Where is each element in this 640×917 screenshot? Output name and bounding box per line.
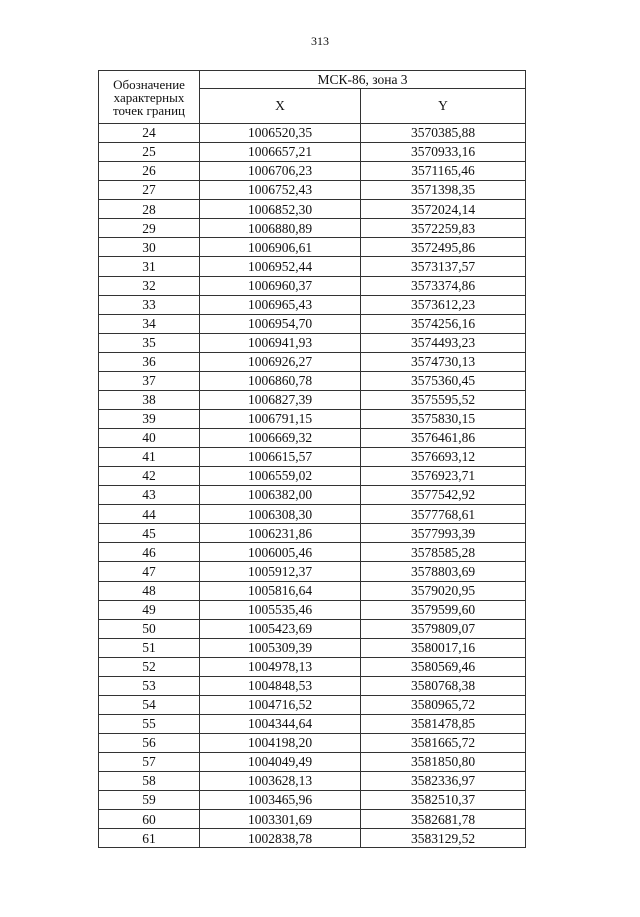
y-coordinate-cell: 3578803,69 <box>361 562 526 581</box>
point-number-cell: 39 <box>99 409 200 428</box>
table-row <box>99 295 526 314</box>
x-coordinate-cell: 1004198,20 <box>200 734 361 753</box>
y-coordinate-cell: 3582336,97 <box>361 772 526 791</box>
y-coordinate-cell: 3577993,39 <box>361 524 526 543</box>
point-number-cell: 59 <box>99 791 200 810</box>
x-coordinate-cell: 1006791,15 <box>200 409 361 428</box>
x-coordinate-cell: 1006952,44 <box>200 257 361 276</box>
x-coordinate-cell: 1005535,46 <box>200 600 361 619</box>
point-number-cell: 34 <box>99 314 200 333</box>
x-coordinate-cell: 1003465,96 <box>200 791 361 810</box>
x-coordinate-cell: 1006852,30 <box>200 200 361 219</box>
table-row <box>99 543 526 562</box>
point-number-cell: 52 <box>99 657 200 676</box>
table-row <box>99 467 526 486</box>
x-coordinate-cell: 1004344,64 <box>200 714 361 733</box>
y-coordinate-cell: 3572495,86 <box>361 238 526 257</box>
point-number-cell: 41 <box>99 448 200 467</box>
y-coordinate-cell: 3571165,46 <box>361 162 526 181</box>
y-coordinate-cell: 3577542,92 <box>361 486 526 505</box>
point-number-cell: 44 <box>99 505 200 524</box>
table-row <box>99 638 526 657</box>
point-number-cell: 53 <box>99 676 200 695</box>
y-coordinate-cell: 3571398,35 <box>361 181 526 200</box>
x-coordinate-cell: 1005309,39 <box>200 638 361 657</box>
y-coordinate-cell: 3581665,72 <box>361 734 526 753</box>
y-coordinate-cell: 3575595,52 <box>361 390 526 409</box>
point-number-cell: 27 <box>99 181 200 200</box>
x-coordinate-cell: 1006941,93 <box>200 333 361 352</box>
point-number-cell: 58 <box>99 772 200 791</box>
y-coordinate-cell: 3574493,23 <box>361 333 526 352</box>
point-number-cell: 28 <box>99 200 200 219</box>
table-row <box>99 753 526 772</box>
table-row <box>99 314 526 333</box>
table-row <box>99 219 526 238</box>
table-row <box>99 562 526 581</box>
table-row <box>99 409 526 428</box>
table-row <box>99 619 526 638</box>
table-row <box>99 734 526 753</box>
point-number-cell: 47 <box>99 562 200 581</box>
table-row <box>99 581 526 600</box>
designation-header: Обозначение характерных точек границ <box>99 71 200 124</box>
point-number-cell: 24 <box>99 124 200 143</box>
y-coordinate-cell: 3579599,60 <box>361 600 526 619</box>
point-number-cell: 60 <box>99 810 200 829</box>
x-coordinate-cell: 1006860,78 <box>200 371 361 390</box>
point-number-cell: 29 <box>99 219 200 238</box>
y-coordinate-cell: 3573137,57 <box>361 257 526 276</box>
point-number-cell: 35 <box>99 333 200 352</box>
x-coordinate-cell: 1006615,57 <box>200 448 361 467</box>
point-number-cell: 46 <box>99 543 200 562</box>
x-coordinate-cell: 1002838,78 <box>200 829 361 848</box>
x-coordinate-cell: 1004049,49 <box>200 753 361 772</box>
table-row <box>99 695 526 714</box>
x-coordinate-cell: 1006706,23 <box>200 162 361 181</box>
table-row <box>99 162 526 181</box>
x-coordinate-cell: 1005423,69 <box>200 619 361 638</box>
x-coordinate-cell: 1004716,52 <box>200 695 361 714</box>
y-coordinate-cell: 3574730,13 <box>361 352 526 371</box>
point-number-cell: 43 <box>99 486 200 505</box>
coordinates-table <box>98 70 526 848</box>
table-row <box>99 486 526 505</box>
y-coordinate-cell: 3580768,38 <box>361 676 526 695</box>
table-row <box>99 829 526 848</box>
x-coordinate-cell: 1006005,46 <box>200 543 361 562</box>
x-coordinate-cell: 1006559,02 <box>200 467 361 486</box>
y-coordinate-cell: 3580965,72 <box>361 695 526 714</box>
table-header <box>99 71 526 124</box>
point-number-cell: 48 <box>99 581 200 600</box>
y-coordinate-cell: 3573612,23 <box>361 295 526 314</box>
x-coordinate-cell: 1006965,43 <box>200 295 361 314</box>
point-number-cell: 31 <box>99 257 200 276</box>
point-number-cell: 57 <box>99 753 200 772</box>
y-coordinate-cell: 3572259,83 <box>361 219 526 238</box>
y-coordinate-cell: 3570933,16 <box>361 143 526 162</box>
x-coordinate-cell: 1006827,39 <box>200 390 361 409</box>
y-coordinate-cell: 3581850,80 <box>361 753 526 772</box>
point-number-cell: 50 <box>99 619 200 638</box>
y-coordinate-cell: 3576923,71 <box>361 467 526 486</box>
point-number-cell: 54 <box>99 695 200 714</box>
y-column-header: Y <box>361 89 526 124</box>
table-row <box>99 657 526 676</box>
y-coordinate-cell: 3576461,86 <box>361 429 526 448</box>
coordinate-system-header: МСК-86, зона 3 <box>200 71 526 89</box>
point-number-cell: 55 <box>99 714 200 733</box>
y-coordinate-cell: 3579809,07 <box>361 619 526 638</box>
point-number-cell: 40 <box>99 429 200 448</box>
x-coordinate-cell: 1003301,69 <box>200 810 361 829</box>
y-coordinate-cell: 3581478,85 <box>361 714 526 733</box>
y-coordinate-cell: 3579020,95 <box>361 581 526 600</box>
x-coordinate-cell: 1003628,13 <box>200 772 361 791</box>
x-coordinate-cell: 1006926,27 <box>200 352 361 371</box>
x-coordinate-cell: 1006669,32 <box>200 429 361 448</box>
point-number-cell: 42 <box>99 467 200 486</box>
y-coordinate-cell: 3576693,12 <box>361 448 526 467</box>
table-row <box>99 429 526 448</box>
x-coordinate-cell: 1005912,37 <box>200 562 361 581</box>
table-row <box>99 276 526 295</box>
point-number-cell: 33 <box>99 295 200 314</box>
y-coordinate-cell: 3582681,78 <box>361 810 526 829</box>
point-number-cell: 51 <box>99 638 200 657</box>
table-row <box>99 448 526 467</box>
point-number-cell: 38 <box>99 390 200 409</box>
table-row <box>99 505 526 524</box>
x-coordinate-cell: 1004978,13 <box>200 657 361 676</box>
point-number-cell: 32 <box>99 276 200 295</box>
point-number-cell: 26 <box>99 162 200 181</box>
point-number-cell: 30 <box>99 238 200 257</box>
x-coordinate-cell: 1006382,00 <box>200 486 361 505</box>
x-coordinate-cell: 1006954,70 <box>200 314 361 333</box>
y-coordinate-cell: 3577768,61 <box>361 505 526 524</box>
x-coordinate-cell: 1006880,89 <box>200 219 361 238</box>
y-coordinate-cell: 3575830,15 <box>361 409 526 428</box>
x-coordinate-cell: 1006520,35 <box>200 124 361 143</box>
table-row <box>99 257 526 276</box>
y-coordinate-cell: 3578585,28 <box>361 543 526 562</box>
page-number: 313 <box>311 34 329 48</box>
table-row <box>99 143 526 162</box>
y-coordinate-cell: 3570385,88 <box>361 124 526 143</box>
table-row <box>99 124 526 143</box>
x-coordinate-cell: 1006960,37 <box>200 276 361 295</box>
table-row <box>99 200 526 219</box>
table-row <box>99 352 526 371</box>
table-row <box>99 238 526 257</box>
y-coordinate-cell: 3580017,16 <box>361 638 526 657</box>
table-row <box>99 714 526 733</box>
table-row <box>99 333 526 352</box>
x-coordinate-cell: 1004848,53 <box>200 676 361 695</box>
table-row <box>99 676 526 695</box>
x-coordinate-cell: 1006231,86 <box>200 524 361 543</box>
table-row <box>99 791 526 810</box>
x-coordinate-cell: 1006657,21 <box>200 143 361 162</box>
y-coordinate-cell: 3575360,45 <box>361 371 526 390</box>
x-coordinate-cell: 1006906,61 <box>200 238 361 257</box>
table-body <box>99 124 526 848</box>
point-number-cell: 45 <box>99 524 200 543</box>
y-coordinate-cell: 3574256,16 <box>361 314 526 333</box>
y-coordinate-cell: 3580569,46 <box>361 657 526 676</box>
table-row <box>99 810 526 829</box>
table-row <box>99 371 526 390</box>
x-coordinate-cell: 1005816,64 <box>200 581 361 600</box>
point-number-cell: 37 <box>99 371 200 390</box>
point-number-cell: 56 <box>99 734 200 753</box>
table-row <box>99 181 526 200</box>
x-column-header: X <box>200 89 361 124</box>
point-number-cell: 49 <box>99 600 200 619</box>
table-row <box>99 524 526 543</box>
table-row <box>99 772 526 791</box>
point-number-cell: 61 <box>99 829 200 848</box>
table-row <box>99 390 526 409</box>
table-row <box>99 600 526 619</box>
x-coordinate-cell: 1006752,43 <box>200 181 361 200</box>
y-coordinate-cell: 3582510,37 <box>361 791 526 810</box>
x-coordinate-cell: 1006308,30 <box>200 505 361 524</box>
y-coordinate-cell: 3573374,86 <box>361 276 526 295</box>
y-coordinate-cell: 3572024,14 <box>361 200 526 219</box>
point-number-cell: 25 <box>99 143 200 162</box>
point-number-cell: 36 <box>99 352 200 371</box>
y-coordinate-cell: 3583129,52 <box>361 829 526 848</box>
